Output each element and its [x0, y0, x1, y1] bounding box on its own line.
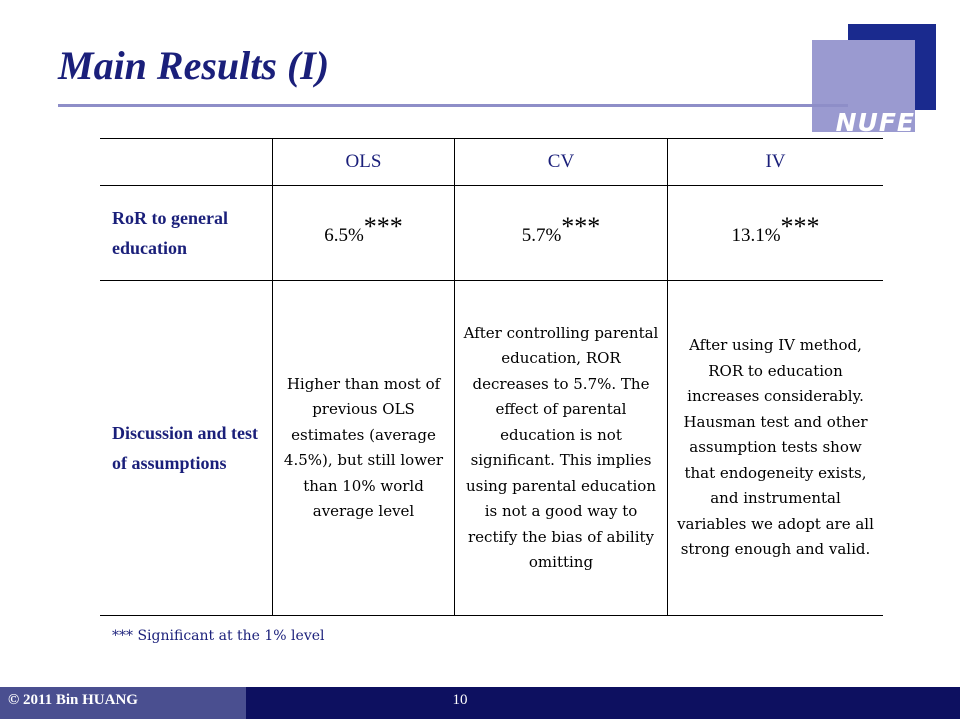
- ror-cv-value: 5.7%: [521, 225, 562, 246]
- header-cv: CV: [455, 139, 668, 186]
- discussion-ols-cell: [273, 281, 455, 616]
- ror-cv-cell: [455, 186, 668, 281]
- header-ols: OLS: [273, 139, 455, 186]
- discussion-iv-text: After using IV method, ROR to education increases considerably. Hausman test and other assumption tests show that endogeneity exists, and instrumental variables we adopt are all strong enough and valid.: [677, 336, 874, 559]
- significance-footnote: *** Significant at the 1% level: [112, 628, 325, 644]
- header-empty-cell: [100, 139, 273, 186]
- logo-text: NUFE: [835, 108, 915, 137]
- title-underline: [58, 104, 848, 107]
- slide-title: Main Results (I): [58, 43, 330, 88]
- table-row-ror: [100, 186, 883, 281]
- page-number: 10: [452, 692, 468, 708]
- row-label-discussion: Discussion and test of assumptions: [100, 281, 273, 616]
- ror-cv-stars: ***: [561, 212, 601, 241]
- discussion-ols-text: Higher than most of previous OLS estimates (average 4.5%), but still lower than 10% world average level: [283, 374, 444, 520]
- table-header-row: [100, 139, 883, 186]
- ror-iv-cell: [668, 186, 884, 281]
- ror-ols-cell: [273, 186, 455, 281]
- discussion-cv-text: After controlling parental education, ROR decreases to 5.7%. The effect of parental education is not significant. This implies using parental education is not a good way to rectify the bias of ability omitting: [463, 323, 659, 571]
- header-iv: IV: [668, 139, 884, 186]
- table-row-discussion: [100, 281, 883, 616]
- row-label-ror: RoR to general education: [100, 186, 273, 281]
- results-table: [100, 138, 883, 616]
- ror-iv-stars: ***: [780, 212, 820, 241]
- copyright-text: © 2011 Bin HUANG: [8, 692, 138, 708]
- ror-ols-stars: ***: [363, 212, 403, 241]
- discussion-iv-cell: [668, 281, 884, 616]
- discussion-cv-cell: [455, 281, 668, 616]
- ror-ols-value: 6.5%: [324, 225, 364, 246]
- ror-iv-value: 13.1%: [731, 225, 781, 246]
